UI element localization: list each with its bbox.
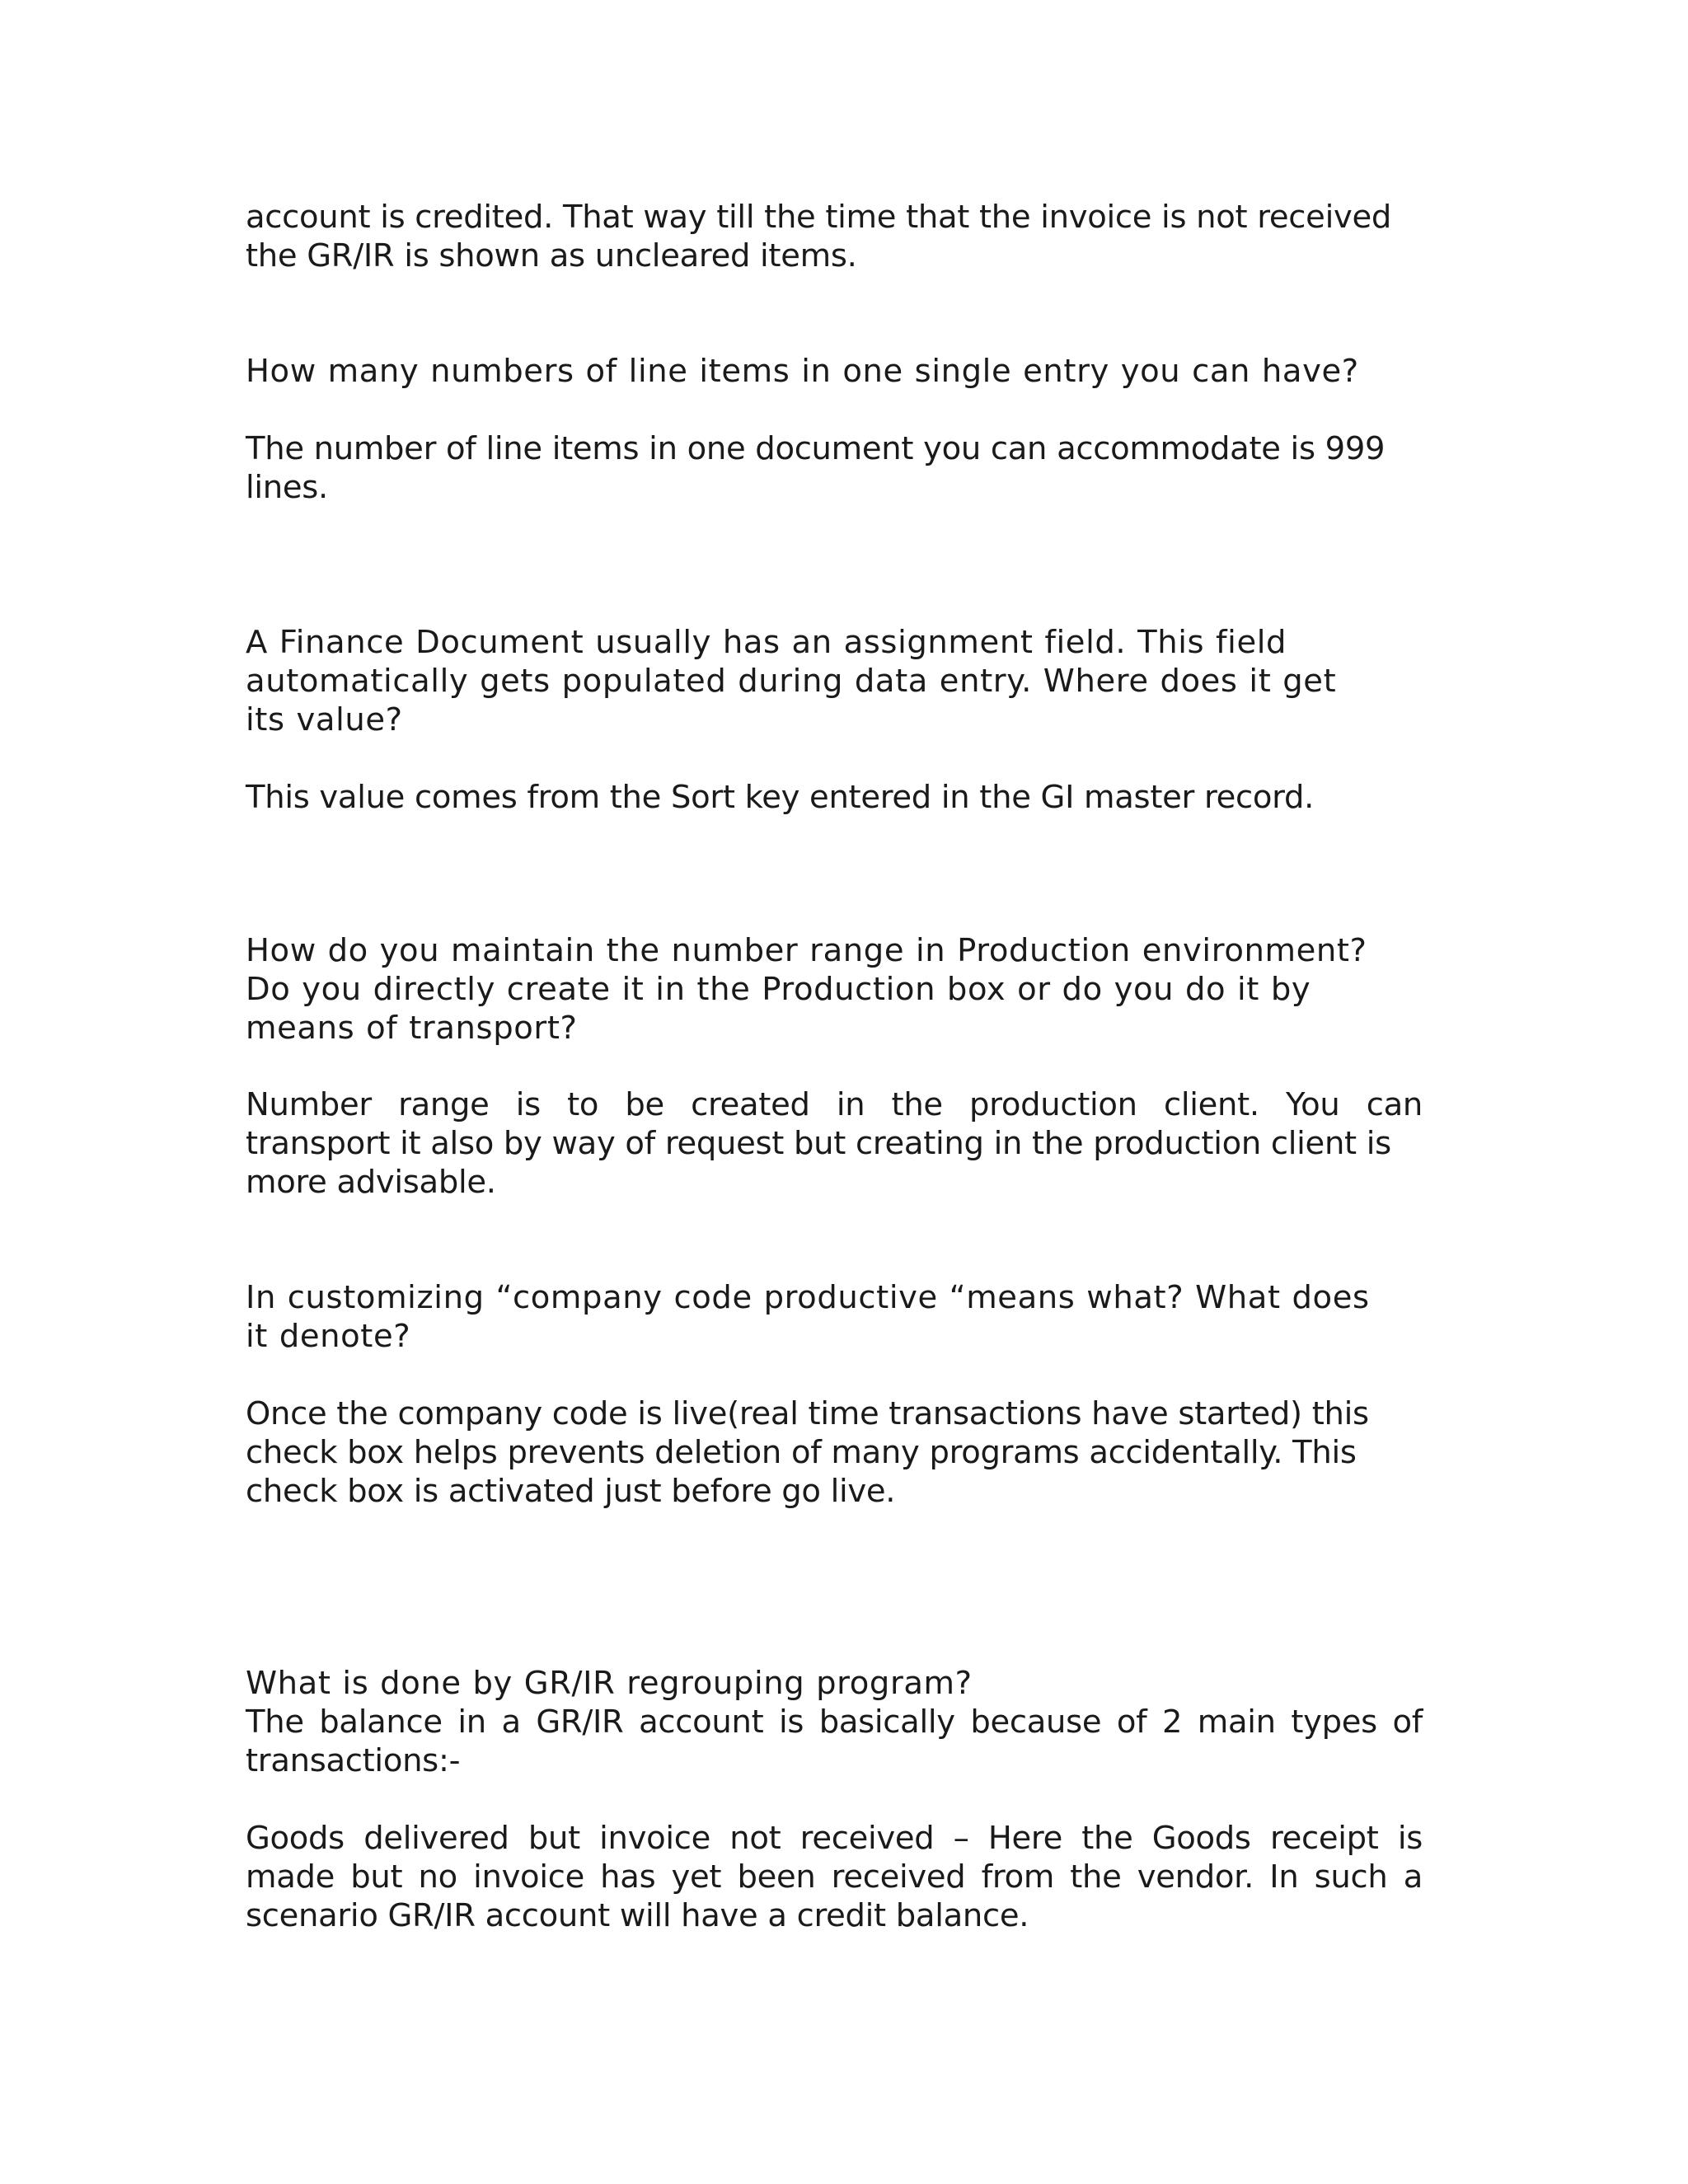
text-line: check box is activated just before go live.	[246, 1473, 896, 1510]
text-line: scenario GR/IR account will have a credit balance.	[246, 1897, 1029, 1934]
text-line: it denote?	[246, 1318, 411, 1355]
text-line: The number of line items in one document you can accommodate is 999	[246, 430, 1386, 467]
text-line: Number range is to be created in the production client. You can	[246, 1086, 1423, 1123]
answer-company-code-productive	[246, 1394, 1423, 1511]
text-line: its value?	[246, 701, 403, 738]
answer-number-range	[246, 1085, 1423, 1202]
question-company-code-productive	[246, 1278, 1423, 1356]
text-line: Once the company code is live(real time transactions have started) this	[246, 1395, 1369, 1432]
text-line: How many numbers of line items in one single entry you can have?	[246, 353, 1359, 390]
question-assignment-field	[246, 623, 1423, 739]
text-line: more advisable.	[246, 1164, 496, 1201]
answer-goods-delivered	[246, 1819, 1423, 1935]
question-gr-ir-regrouping	[246, 1664, 1423, 1703]
text-line: A Finance Document usually has an assignment field. This field	[246, 624, 1287, 661]
text-line: The balance in a GR/IR account is basically because of 2 main types of	[246, 1704, 1423, 1741]
answer-gr-ir-balance	[246, 1703, 1423, 1780]
text-line: account is credited. That way till the time that the invoice is not received	[246, 199, 1391, 236]
text-line: means of transport?	[246, 1010, 578, 1047]
question-line-items	[246, 352, 1423, 391]
answer-gr-ir-credited	[246, 198, 1423, 275]
text-line: How do you maintain the number range in Production environment?	[246, 932, 1367, 969]
text-line: What is done by GR/IR regrouping program?	[246, 1665, 973, 1702]
answer-assignment-field	[246, 778, 1423, 817]
text-line: Do you directly create it in the Production box or do you do it by	[246, 971, 1311, 1008]
text-line: In customizing “company code productive “means what? What does	[246, 1279, 1370, 1316]
text-line: automatically gets populated during data entry. Where does it get	[246, 663, 1337, 700]
text-line: transport it also by way of request but creating in the production client is	[246, 1125, 1391, 1162]
text-line: the GR/IR is shown as uncleared items.	[246, 237, 857, 274]
text-line: made but no invoice has yet been received from the vendor. In such a	[246, 1858, 1423, 1896]
answer-line-items	[246, 429, 1423, 507]
text-line: This value comes from the Sort key entered in the GI master record.	[246, 779, 1315, 816]
text-line: lines.	[246, 469, 328, 506]
text-line: transactions:-	[246, 1742, 461, 1779]
text-line: check box helps prevents deletion of many programs accidentally. This	[246, 1434, 1357, 1471]
text-line: Goods delivered but invoice not received – Here the Goods receipt is	[246, 1820, 1423, 1857]
question-number-range	[246, 931, 1423, 1047]
